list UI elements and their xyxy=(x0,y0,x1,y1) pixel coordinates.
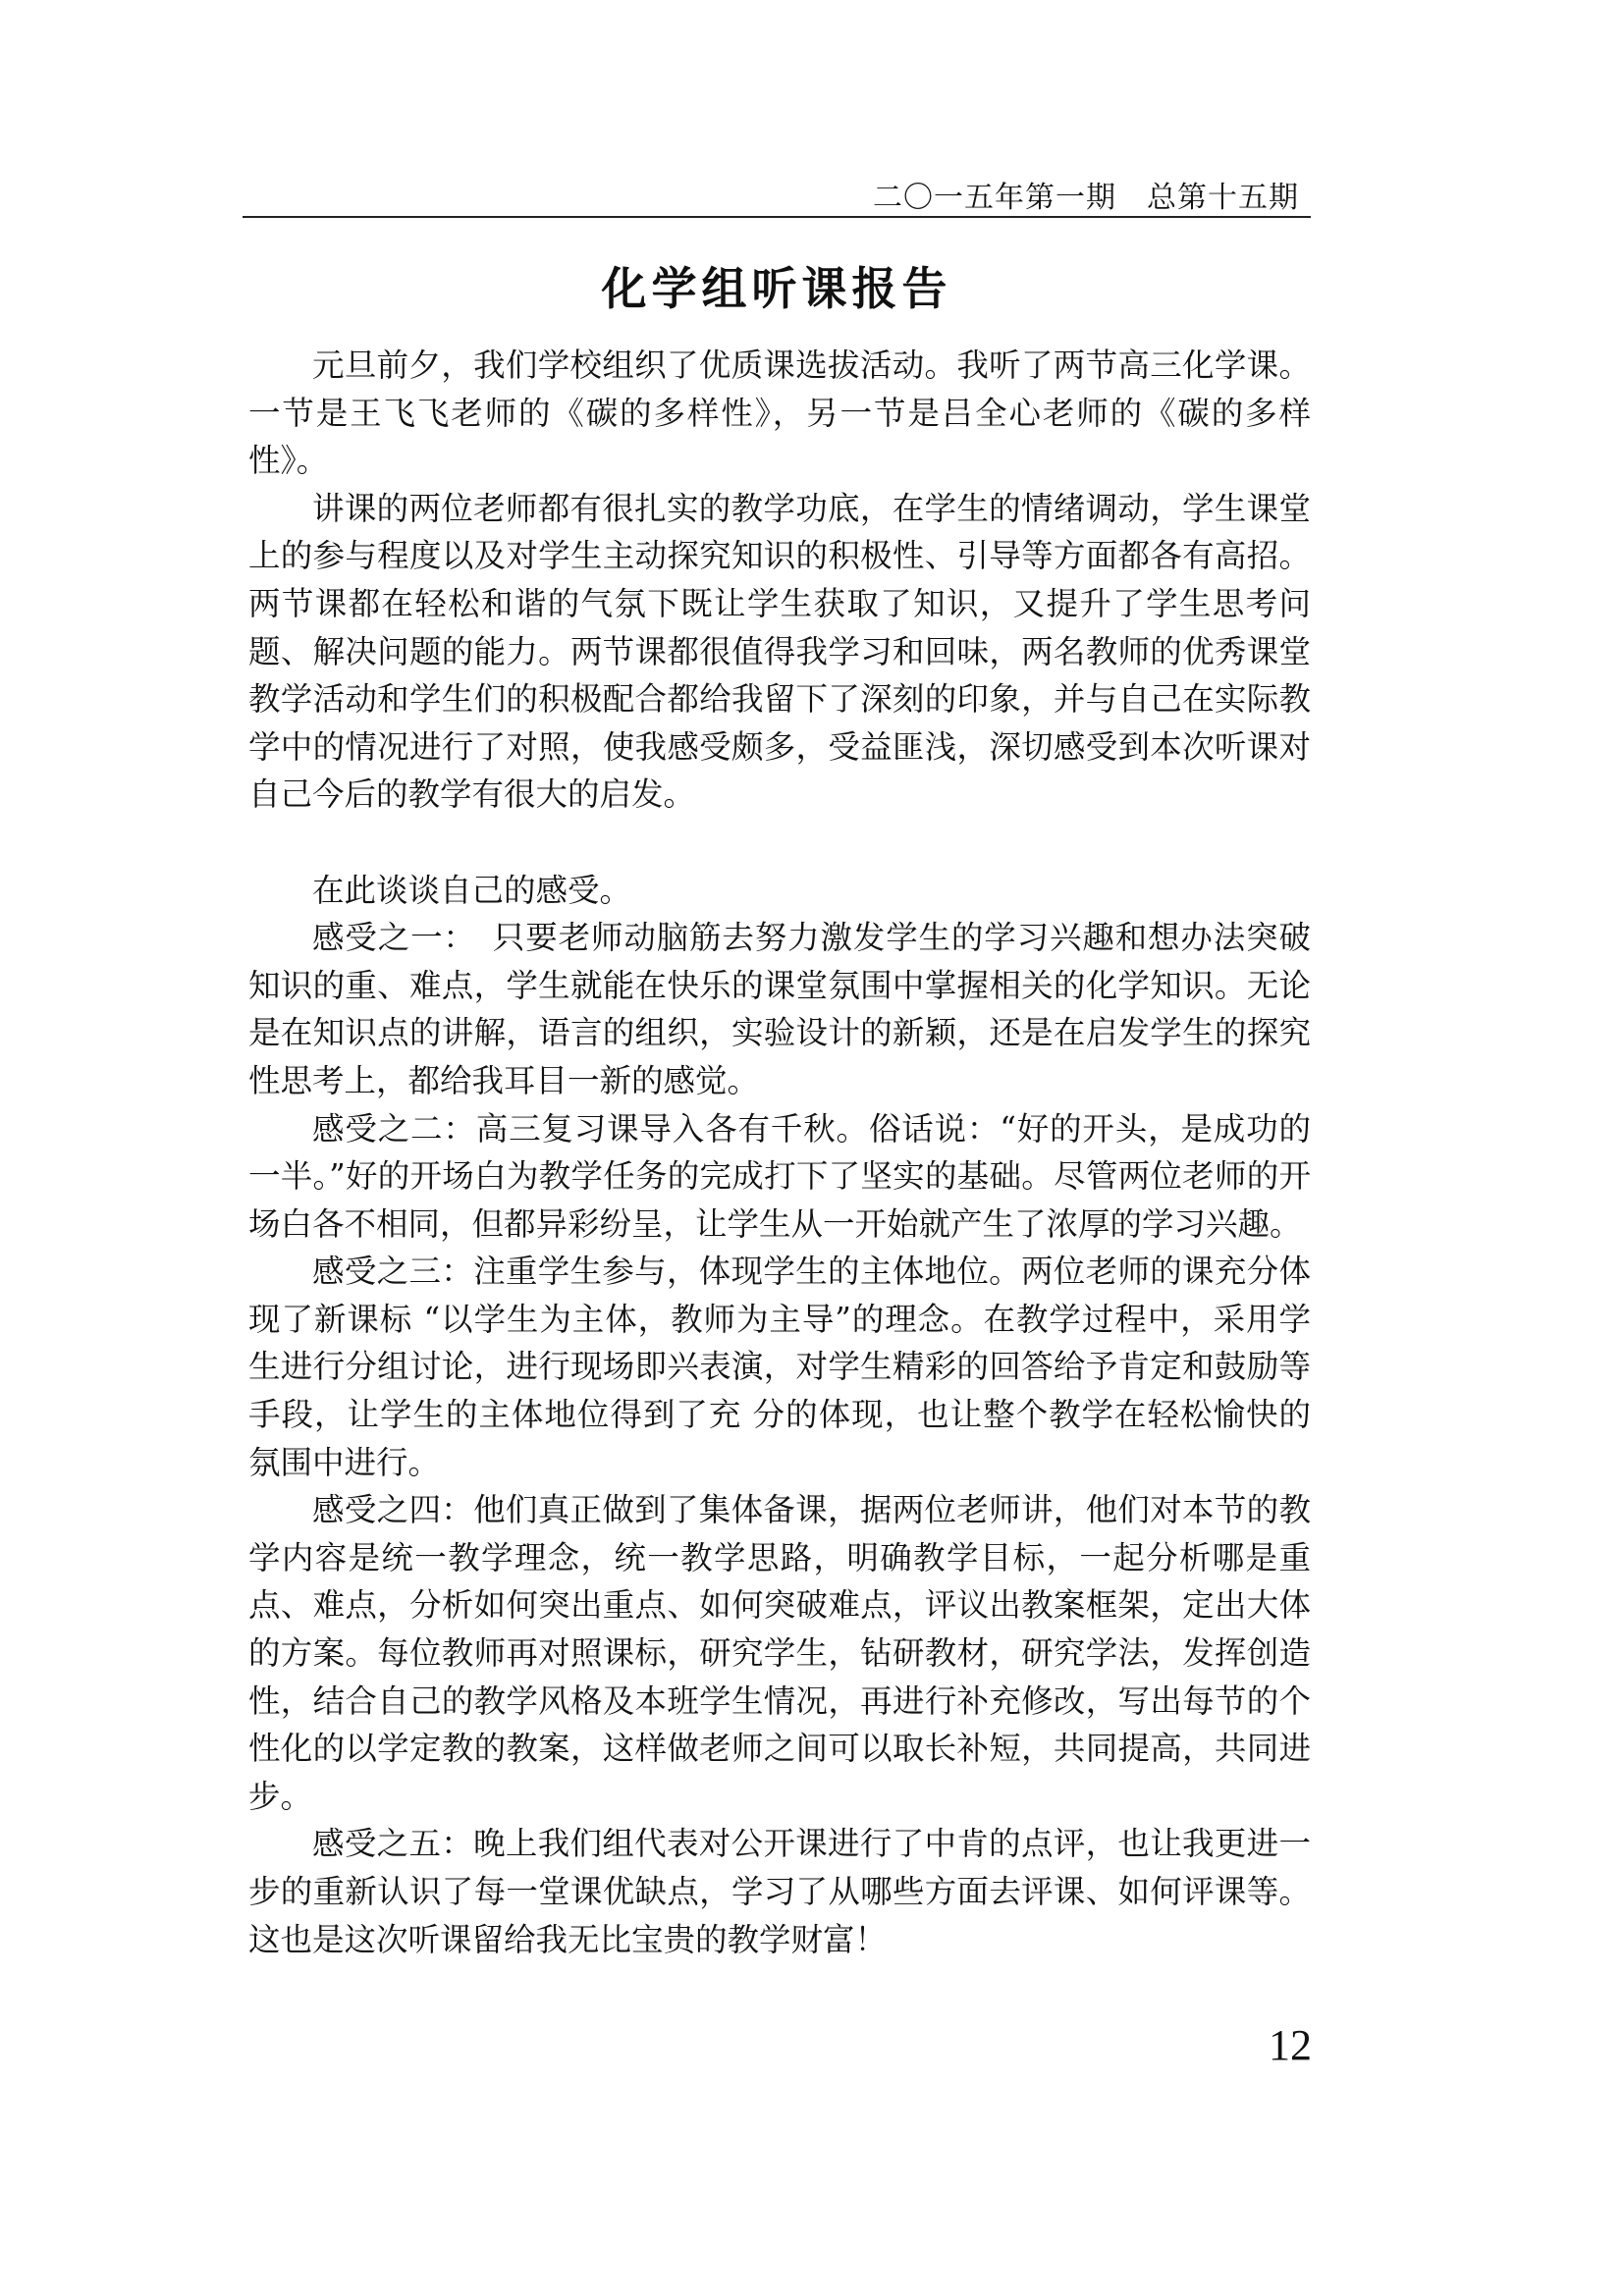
paragraph-impression-5: 感受之五：晚上我们组代表对公开课进行了中肯的点评，也让我更进一步的重新认识了每一堂课优缺点，学习了从哪些方面去评课、如何评课等。这也是这次听课留给我无比宝贵的教学财富！ xyxy=(248,1825,1311,1958)
paragraph-intro: 元旦前夕，我们学校组织了优质课选拔活动。我听了两节高三化学课。一节是王飞飞老师的《碳的多样性》，另一节是吕全心老师的《碳的多样性》。 xyxy=(248,347,1311,480)
paragraph-lead-in: 在此谈谈自己的感受。 xyxy=(312,871,632,909)
paragraph-impression-3: 感受之三：注重学生参与，体现学生的主体地位。两位老师的课充分体现了新课标 “以学生为主体，教师为主导”的理念。在教学过程中，采用学生进行分组讨论，进行现场即兴表演，对学生精彩的回答给予肯定和鼓励等手段，让学生的主体地位得到了充 分的体现，也让整个教学在轻松愉快的氛围中进行。 xyxy=(248,1253,1311,1481)
paragraph-impression-1: 感受之一： 只要老师动脑筋去努力激发学生的学习兴趣和想办法突破知识的重、难点，学生就能在快乐的课堂氛围中掌握相关的化学知识。无论是在知识点的讲解，语言的组织，实验设计的新颖，还是在启发学生的探究性思考上，都给我耳目一新的感觉。 xyxy=(248,919,1311,1099)
issue-label: 二〇一五年第一期 总第十五期 xyxy=(873,181,1299,215)
paragraph-impression-4: 感受之四：他们真正做到了集体备课，据两位老师讲，他们对本节的教学内容是统一教学理念，统一教学思路，明确教学目标，一起分析哪是重点、难点，分析如何突出重点、如何突破难点，评议出教案框架，定出大体的方案。每位教师再对照课标，研究学生，钻研教材，研究学法，发挥创造性，结合自己的教学风格及本班学生情况，再进行补充修改，写出每节的个性化的以学定教的教案，这样做老师之间可以取长补短，共同提高，共同进步。 xyxy=(248,1491,1311,1815)
page-number: 12 xyxy=(1269,2021,1312,2069)
paragraph-impression-2: 感受之二：高三复习课导入各有千秋。俗话说：“好的开头，是成功的一半。”好的开场白为教学任务的完成打下了坚实的基础。尽管两位老师的开场白各不相同，但都异彩纷呈，让学生从一开始就产生了浓厚的学习兴趣。 xyxy=(248,1109,1311,1243)
running-header xyxy=(243,167,1311,218)
paragraph-overview: 讲课的两位老师都有很扎实的教学功底，在学生的情绪调动，学生课堂上的参与程度以及对学生主动探究知识的积极性、引导等方面都各有高招。两节课都在轻松和谐的气氛下既让学生获取了知识，又提升了学生思考问题、解决问题的能力。两节课都很值得我学习和回味，两名教师的优秀课堂教学活动和学生们的积极配合都给我留下了深刻的印象，并与自己在实际教学中的情况进行了对照，使我感受颇多，受益匪浅，深切感受到本次听课对自己今后的教学有很大的启发。 xyxy=(248,489,1311,814)
article-body xyxy=(248,342,1311,1963)
article-title: 化学组听课报告 xyxy=(601,262,952,315)
